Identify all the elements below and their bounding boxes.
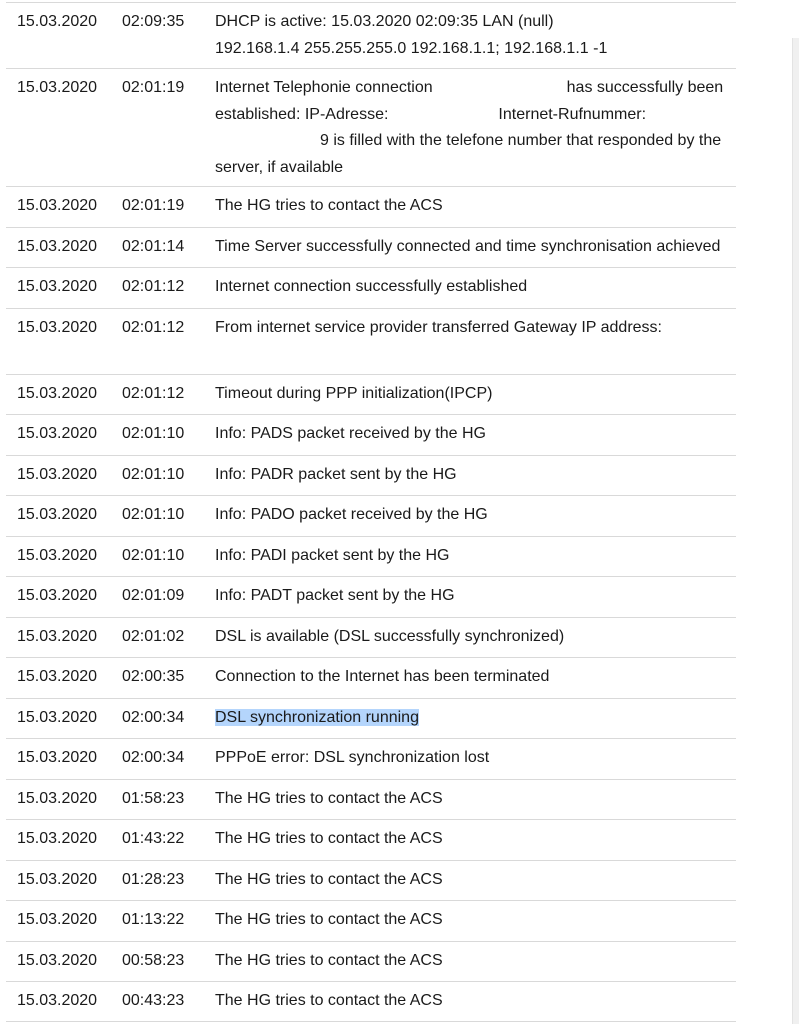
event-date: 15.03.2020 bbox=[17, 384, 98, 402]
event-time: 02:01:10 bbox=[122, 465, 185, 483]
event-message bbox=[215, 820, 735, 853]
event-date: 15.03.2020 bbox=[17, 708, 98, 726]
event-message-line: Connection to the Internet has been terminated bbox=[215, 668, 550, 685]
event-message-line: Time Server successfully connected and time synchronisation achieved bbox=[215, 237, 721, 255]
event-message-part: server, if available bbox=[215, 158, 344, 176]
event-message-line: Info: PADT packet sent by the HG bbox=[215, 587, 455, 604]
event-message-line: The HG tries to contact the ACS bbox=[215, 911, 443, 928]
event-date: 15.03.2020 bbox=[17, 627, 98, 645]
selected-text[interactable]: DSL synchronization running bbox=[215, 708, 419, 726]
table-row bbox=[6, 779, 736, 820]
event-message-line: DHCP is active: 15.03.2020 02:09:35 LAN (null) bbox=[215, 13, 554, 30]
event-time: 02:01:12 bbox=[122, 278, 185, 295]
table-row bbox=[6, 2, 736, 68]
event-message-line: The HG tries to contact the ACS bbox=[215, 992, 443, 1009]
event-message-line: The HG tries to contact the ACS bbox=[215, 830, 443, 847]
event-message-line: Info: PADI packet sent by the HG bbox=[215, 546, 450, 564]
event-message bbox=[215, 537, 735, 570]
event-message bbox=[215, 415, 735, 448]
event-message bbox=[215, 309, 735, 342]
table-row bbox=[6, 414, 736, 455]
event-message bbox=[215, 618, 735, 651]
event-message bbox=[215, 942, 735, 975]
event-message bbox=[215, 982, 735, 1015]
event-date: 15.03.2020 bbox=[17, 587, 98, 604]
event-message-line: The HG tries to contact the ACS bbox=[215, 870, 443, 888]
event-date: 15.03.2020 bbox=[17, 789, 98, 807]
event-message-part: Internet-Rufnummer: bbox=[498, 105, 647, 123]
event-message-part: has successfully been bbox=[566, 79, 724, 96]
table-row bbox=[6, 374, 736, 415]
event-message bbox=[215, 375, 735, 408]
event-message-line: Info: PADR packet sent by the HG bbox=[215, 465, 457, 483]
event-message bbox=[215, 861, 735, 894]
event-date: 15.03.2020 bbox=[17, 546, 98, 564]
event-message-line: PPPoE error: DSL synchronization lost bbox=[215, 749, 490, 766]
event-date: 15.03.2020 bbox=[17, 318, 98, 336]
event-date: 15.03.2020 bbox=[17, 278, 98, 295]
table-row bbox=[6, 186, 736, 227]
event-time: 01:13:22 bbox=[122, 911, 185, 928]
table-row bbox=[6, 698, 736, 739]
event-date: 15.03.2020 bbox=[17, 465, 98, 483]
event-message-line: The HG tries to contact the ACS bbox=[215, 789, 443, 807]
table-row bbox=[6, 308, 736, 374]
table-row bbox=[6, 617, 736, 658]
event-date: 15.03.2020 bbox=[17, 13, 98, 30]
event-date: 15.03.2020 bbox=[17, 749, 98, 766]
event-message bbox=[215, 739, 735, 772]
table-row bbox=[6, 860, 736, 901]
event-message-line: 192.168.1.4 255.255.255.0 192.168.1.1; 192.168.1.1 -1 bbox=[215, 39, 608, 57]
event-time: 02:01:10 bbox=[122, 425, 185, 442]
event-message bbox=[215, 3, 735, 62]
event-message bbox=[215, 69, 735, 181]
event-message bbox=[215, 496, 735, 529]
table-row bbox=[6, 455, 736, 496]
event-message-line: The HG tries to contact the ACS bbox=[215, 197, 443, 214]
table-row bbox=[6, 819, 736, 860]
event-message bbox=[215, 658, 735, 691]
table-row bbox=[6, 227, 736, 268]
event-message bbox=[215, 456, 735, 489]
event-message bbox=[215, 780, 735, 813]
event-message-line: Timeout during PPP initialization(IPCP) bbox=[215, 384, 493, 402]
table-row bbox=[6, 981, 736, 1022]
event-time: 02:01:12 bbox=[122, 384, 185, 402]
table-row bbox=[6, 941, 736, 982]
event-time: 02:01:10 bbox=[122, 546, 185, 564]
event-message bbox=[215, 577, 735, 610]
event-message-line: The HG tries to contact the ACS bbox=[215, 951, 443, 969]
table-row bbox=[6, 536, 736, 577]
event-time: 02:01:09 bbox=[122, 587, 185, 604]
event-time: 02:00:35 bbox=[122, 668, 185, 685]
scrollbar[interactable] bbox=[792, 38, 799, 1024]
event-time: 02:01:02 bbox=[122, 627, 185, 645]
event-message-part: 9 is filled with the telefone number that responded by the bbox=[320, 132, 722, 149]
event-message-part: established: IP-Adresse: bbox=[215, 105, 389, 123]
event-message-line: Info: PADS packet received by the HG bbox=[215, 425, 486, 442]
table-row bbox=[6, 576, 736, 617]
event-message-line: Internet connection successfully established bbox=[215, 278, 528, 295]
event-message bbox=[215, 699, 735, 732]
event-time: 02:00:34 bbox=[122, 708, 185, 726]
event-message-line: Info: PADO packet received by the HG bbox=[215, 506, 488, 523]
event-date: 15.03.2020 bbox=[17, 911, 98, 928]
table-row bbox=[6, 657, 736, 698]
table-row bbox=[6, 68, 736, 186]
table-row bbox=[6, 738, 736, 779]
table-row bbox=[6, 267, 736, 308]
event-date: 15.03.2020 bbox=[17, 870, 98, 888]
event-time: 01:28:23 bbox=[122, 870, 185, 888]
event-date: 15.03.2020 bbox=[17, 951, 98, 969]
event-time: 01:43:22 bbox=[122, 830, 185, 847]
event-date: 15.03.2020 bbox=[17, 668, 98, 685]
event-message bbox=[215, 901, 735, 934]
table-row bbox=[6, 900, 736, 941]
event-time: 01:58:23 bbox=[122, 789, 185, 807]
event-date: 15.03.2020 bbox=[17, 830, 98, 847]
event-date: 15.03.2020 bbox=[17, 425, 98, 442]
event-time: 02:09:35 bbox=[122, 13, 185, 30]
event-time: 02:01:19 bbox=[122, 79, 185, 96]
table-row bbox=[6, 495, 736, 536]
event-time: 00:58:23 bbox=[122, 951, 185, 969]
event-message-line bbox=[215, 705, 735, 732]
event-time: 02:00:34 bbox=[122, 749, 185, 766]
event-message-part: Internet Telephonie connection bbox=[215, 79, 433, 96]
event-date: 15.03.2020 bbox=[17, 992, 98, 1009]
event-message bbox=[215, 268, 735, 301]
event-message bbox=[215, 228, 735, 261]
event-date: 15.03.2020 bbox=[17, 197, 98, 214]
event-time: 02:01:14 bbox=[122, 237, 185, 255]
event-time: 00:43:23 bbox=[122, 992, 185, 1009]
event-date: 15.03.2020 bbox=[17, 237, 98, 255]
event-message bbox=[215, 187, 735, 220]
event-date: 15.03.2020 bbox=[17, 506, 98, 523]
event-log-table bbox=[6, 2, 736, 1022]
event-message-line: DSL is available (DSL successfully synchronized) bbox=[215, 627, 565, 645]
event-time: 02:01:12 bbox=[122, 318, 185, 336]
event-message-line: From internet service provider transferred Gateway IP address: bbox=[215, 318, 662, 336]
event-time: 02:01:10 bbox=[122, 506, 185, 523]
event-date: 15.03.2020 bbox=[17, 79, 98, 96]
event-time: 02:01:19 bbox=[122, 197, 185, 214]
